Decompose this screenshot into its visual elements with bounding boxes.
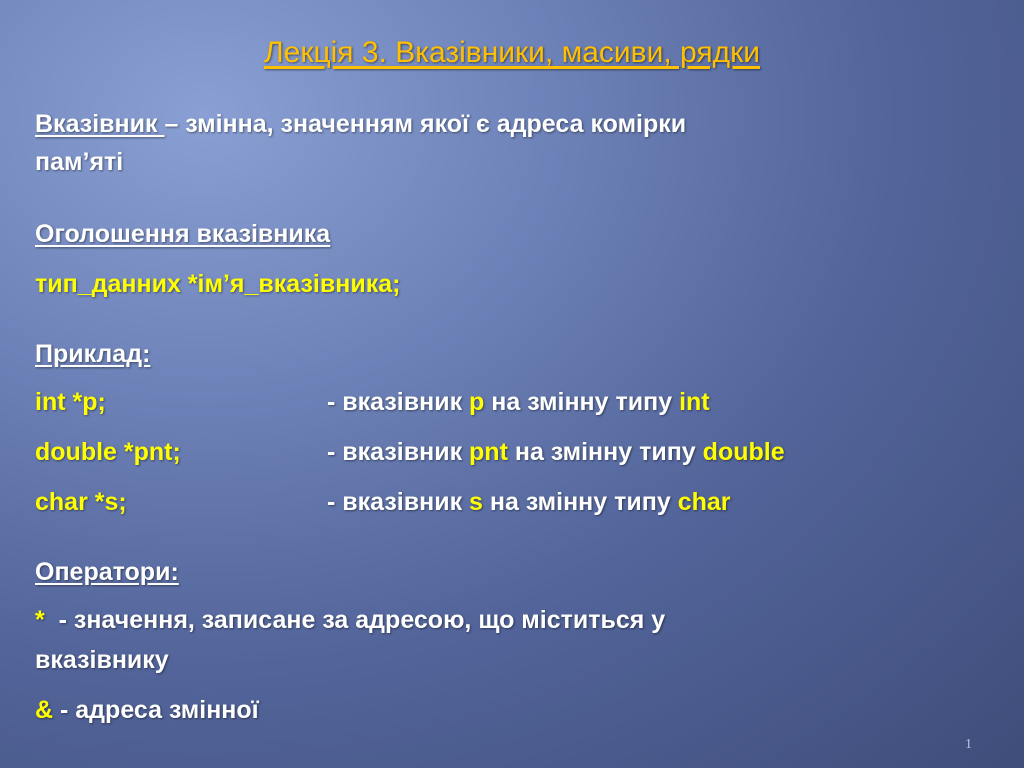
operator-symbol: *: [35, 606, 45, 634]
example-heading: Приклад:: [35, 340, 151, 368]
declaration-heading: Оголошення вказівника: [35, 220, 331, 248]
definition-text: – змінна, значенням якої є адреса комірки: [164, 110, 687, 138]
definition-term: Вказівник: [35, 110, 165, 138]
example-description: [327, 386, 710, 418]
example-row: [35, 386, 710, 418]
definition-continuation: пам’яті: [35, 148, 124, 176]
operator-continuation: вказівнику: [35, 646, 169, 674]
example-desc-text: - вказівник: [327, 388, 470, 416]
example-type: char: [677, 488, 731, 516]
example-type: int: [679, 388, 710, 416]
example-desc-text: - вказівник: [327, 438, 470, 466]
operators-heading: Оператори:: [35, 558, 179, 586]
operator-text: - значення, записане за адресою, що міститься у: [44, 606, 666, 634]
slide-title: Лекція 3. Вказівники, масиви, рядки: [263, 36, 761, 69]
example-type: double: [702, 438, 785, 466]
example-code: char *s;: [35, 488, 127, 516]
example-description: [327, 486, 731, 518]
example-desc-text: на змінну типу: [484, 388, 680, 416]
example-row: [35, 436, 785, 468]
operator-text: - адреса змінної: [53, 696, 259, 724]
page-number: 1: [965, 737, 972, 752]
example-desc-text: на змінну типу: [507, 438, 703, 466]
operator-symbol: &: [35, 696, 54, 724]
example-code: int *p;: [35, 388, 106, 416]
example-desc-text: на змінну типу: [482, 488, 678, 516]
operator-item: [35, 604, 665, 636]
operator-item: [35, 694, 259, 726]
definition-line: [35, 108, 686, 140]
example-var: pnt: [469, 438, 508, 466]
example-description: [327, 436, 785, 468]
example-code: double *pnt;: [35, 438, 181, 466]
example-var: p: [469, 388, 485, 416]
example-var: s: [469, 488, 483, 516]
declaration-syntax: тип_данних *ім’я_вказівника;: [35, 270, 401, 298]
example-desc-text: - вказівник: [327, 488, 470, 516]
example-row: [35, 486, 731, 518]
